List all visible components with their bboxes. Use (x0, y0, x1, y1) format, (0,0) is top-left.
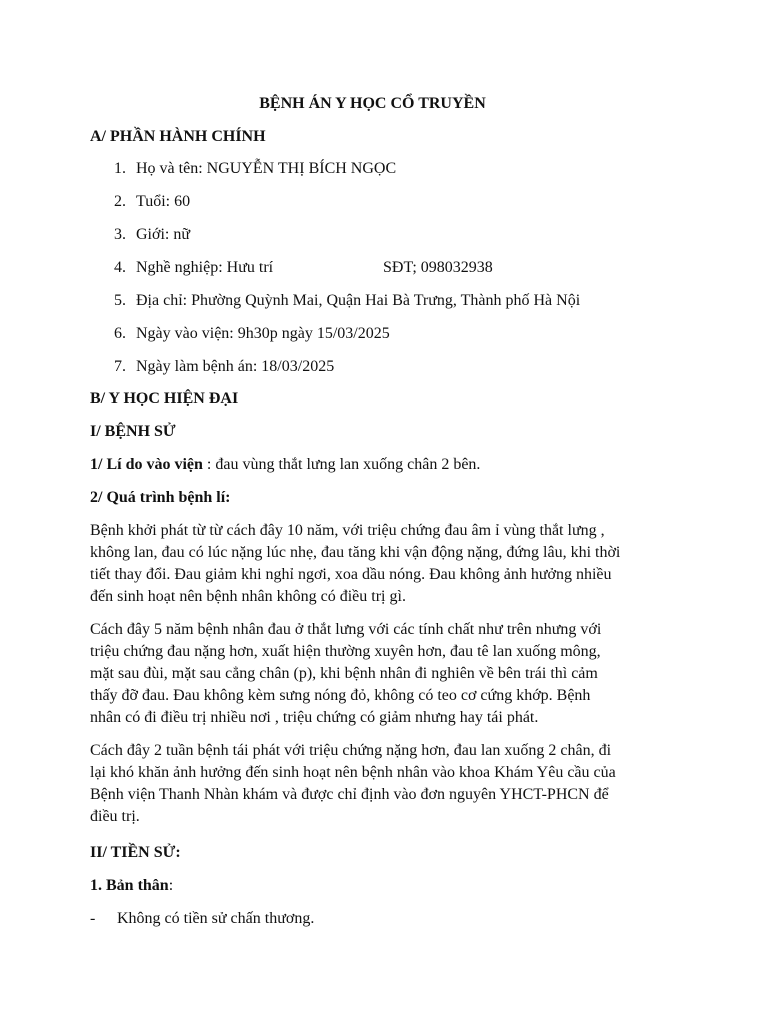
list-item-number: 5. (114, 292, 126, 309)
bullet-dash: - (90, 910, 96, 927)
reason-text: : đau vùng thắt lưng lan xuống chân 2 bên. (202, 456, 481, 473)
disease-process-label: 2/ Quá trình bệnh lí: (90, 489, 231, 506)
list-item-number: 2. (114, 193, 126, 210)
paragraph-line: Cách đây 5 năm bệnh nhân đau ở thắt lưng với các tính chất như trên nhưng với (90, 621, 602, 638)
list-item-text: Ngày làm bệnh án: 18/03/2025 (136, 358, 335, 375)
reason-label: 1/ Lí do vào viện (90, 456, 203, 473)
paragraph-line: Cách đây 2 tuần bệnh tái phát với triệu chứng nặng hơn, đau lan xuống 2 chân, đi (90, 742, 612, 759)
list-item-text: Giới: nữ (136, 226, 191, 243)
past-history-heading: II/ TIỀN SỬ: (90, 844, 181, 861)
paragraph-line: tiết thay đổi. Đau giảm khi nghỉ ngơi, xoa dầu nóng. Đau không ảnh hưởng nhiều (90, 566, 612, 583)
self-history-label: 1. Bản thân (90, 877, 169, 894)
paragraph-line: điều trị. (90, 808, 140, 825)
list-item-number: 1. (114, 160, 126, 177)
section-a-heading: A/ PHẦN HÀNH CHÍNH (90, 128, 266, 145)
paragraph-line: đến sinh hoạt nên bệnh nhân không có điều trị gì. (90, 588, 406, 605)
list-item-text: Tuổi: 60 (136, 193, 191, 210)
list-item-text: Ngày vào viện: 9h30p ngày 15/03/2025 (136, 325, 390, 342)
paragraph-line: Bệnh khởi phát từ từ cách đây 10 năm, với triệu chứng đau âm ỉ vùng thắt lưng , (90, 522, 605, 539)
list-item-number: 6. (114, 325, 126, 342)
self-history-colon: : (168, 877, 174, 894)
list-item-number: 3. (114, 226, 126, 243)
paragraph-line: lại khó khăn ảnh hưởng đến sinh hoạt nên bệnh nhân vào khoa Khám Yêu cầu của (90, 764, 616, 781)
paragraph-line: triệu chứng đau nặng hơn, xuất hiện thường xuyên hơn, đau tê lan xuống mông, (90, 643, 601, 660)
paragraph-line: Bệnh viện Thanh Nhàn khám và được chỉ định vào đơn nguyên YHCT-PHCN để (90, 786, 609, 803)
list-item-text: Nghề nghiệp: Hưu trí (136, 259, 274, 276)
list-item-number: 4. (114, 259, 126, 276)
bullet-text: Không có tiền sử chấn thương. (117, 910, 315, 927)
list-item-number: 7. (114, 358, 126, 375)
paragraph-line: thấy đỡ đau. Đau không kèm sưng nóng đỏ, không có teo cơ cứng khớp. Bệnh (90, 687, 591, 704)
section-b-heading: B/ Y HỌC HIỆN ĐẠI (90, 390, 239, 407)
paragraph-line: không lan, đau có lúc nặng lúc nhẹ, đau tăng khi vận động nặng, đứng lâu, khi thời (90, 544, 621, 561)
self-history-label-row (90, 875, 173, 897)
list-item-text: Họ và tên: NGUYỄN THỊ BÍCH NGỌC (136, 160, 397, 177)
paragraph-line: mặt sau đùi, mặt sau cẳng chân (p), khi bệnh nhân đi nghiên về bên trái thì cảm (90, 665, 598, 682)
document-title: BỆNH ÁN Y HỌC CỔ TRUYỀN (259, 95, 486, 112)
history-heading: I/ BỆNH SỬ (90, 423, 176, 440)
list-item-text: Địa chỉ: Phường Quỳnh Mai, Quận Hai Bà Trưng, Thành phố Hà Nội (136, 292, 581, 309)
phone-number: SĐT; 098032938 (383, 259, 493, 276)
paragraph-line: nhân có đi điều trị nhiều nơi , triệu chứng có giảm nhưng hay tái phát. (90, 709, 539, 726)
admission-reason (90, 454, 480, 476)
